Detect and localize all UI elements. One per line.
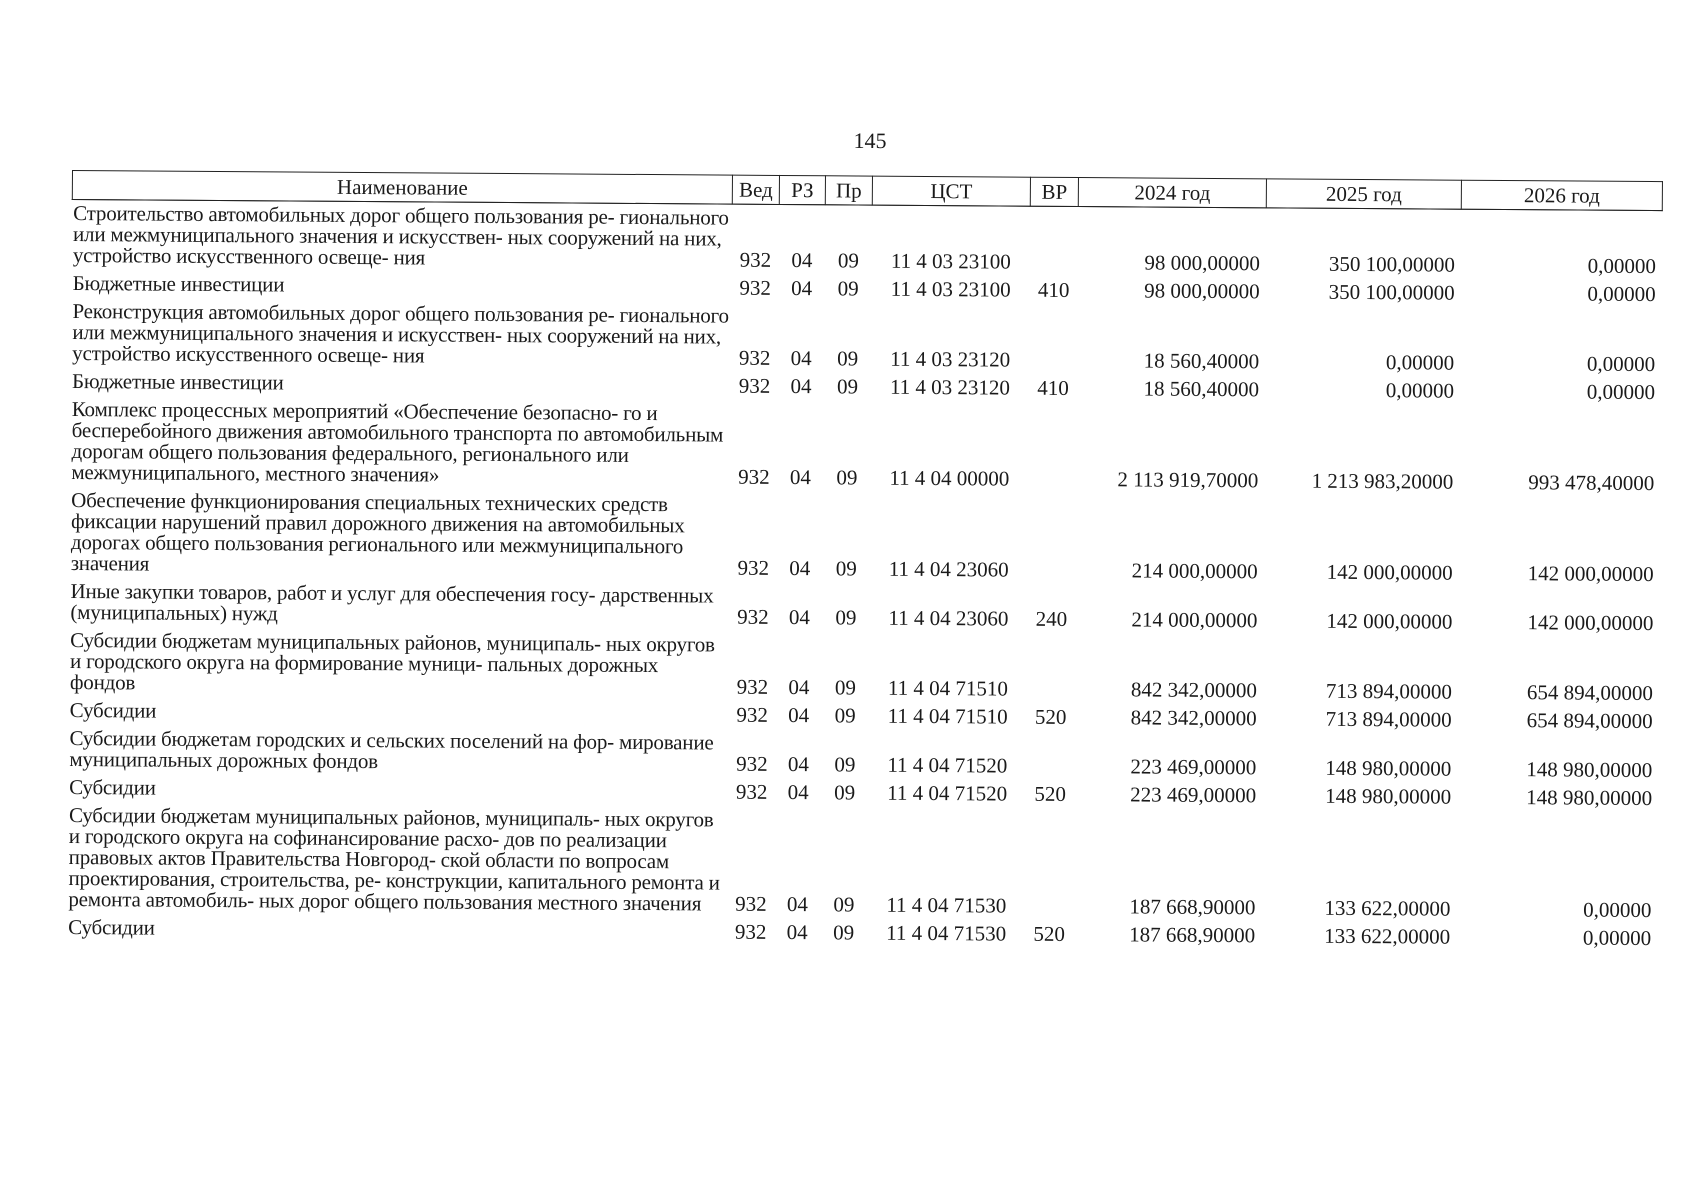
cell-ved: 932: [739, 247, 772, 272]
cell-cst: 11 4 04 71530: [886, 892, 1007, 918]
cell-pr: 09: [834, 675, 856, 700]
cell-name: Реконструкция автомобильных дорог общего пользования ре- гионального или межмуниципального значения и искусствен- ных сооружений на них, устройство искусственного освеще- ния: [72, 299, 729, 368]
cell-vr: [1030, 206, 1078, 277]
cell-2024: 98 000,00000: [1144, 250, 1260, 276]
cell-2026: 142 000,00000: [1527, 610, 1654, 636]
cell-name: Бюджетные инвестиции: [72, 271, 285, 297]
cell-2025: 350 100,00000: [1328, 279, 1455, 305]
cell-vr: [1026, 732, 1074, 781]
cell-2024: 223 469,00000: [1130, 782, 1257, 808]
cell-cst: 11 4 04 71520: [887, 780, 1008, 806]
cell-rz: 04: [788, 675, 810, 700]
header-name: Наименование: [72, 171, 732, 205]
cell-vr: [1028, 494, 1077, 585]
cell-ved: 932: [734, 919, 767, 944]
header-ved: Вед: [732, 175, 779, 204]
table-row: [67, 802, 1658, 925]
cell-rz: 04: [787, 752, 809, 777]
cell-2026: 142 000,00000: [1527, 561, 1654, 587]
cell-cst: 11 4 04 71510: [887, 703, 1008, 729]
cell-2024: 187 668,90000: [1129, 922, 1256, 948]
cell-name: Субсидии бюджетам городских и сельских поселений на фор- мирование муниципальных дорожных фондов: [69, 725, 714, 774]
cell-2026: 993 478,40000: [1528, 470, 1655, 496]
cell-name: Иные закупки товаров, работ и услуг для обеспечения госу- дарственных (муниципальных) нужд: [70, 579, 714, 626]
cell-ved: 932: [737, 604, 769, 629]
cell-2025: 133 622,00000: [1324, 895, 1451, 921]
cell-rz: 04: [790, 374, 812, 399]
cell-2025: 148 980,00000: [1325, 783, 1452, 809]
cell-pr: 09: [834, 703, 856, 728]
cell-cst: 11 4 03 23100: [890, 276, 1011, 302]
cell-2024: 842 342,00000: [1130, 705, 1257, 731]
header-rz: РЗ: [779, 175, 825, 204]
cell-name: Комплекс процессных мероприятий «Обеспечение безопасно- го и бесперебойного движения автомобильного транспорта по автомобильным дорогам общего пользования федерального, регионального или межмуниципального, местного значения»: [71, 397, 724, 487]
cell-2026: 0,00000: [1586, 379, 1656, 405]
cell-2026: 0,00000: [1583, 897, 1652, 923]
cell-2024: 842 342,00000: [1130, 677, 1257, 703]
cell-ved: 932: [738, 464, 770, 489]
cell-vr: 520: [1034, 704, 1067, 729]
cell-name: Субсидии: [68, 914, 155, 940]
header-2025: 2025 год: [1266, 179, 1461, 209]
cell-name: Субсидии: [69, 697, 157, 723]
cell-pr: 09: [835, 605, 857, 630]
cell-pr: 09: [837, 248, 859, 273]
cell-cst: 11 4 04 71520: [887, 752, 1008, 778]
cell-2025: 350 100,00000: [1328, 251, 1455, 277]
cell-2025: 148 980,00000: [1325, 755, 1452, 781]
cell-vr: 520: [1034, 781, 1067, 806]
cell-2025: 0,00000: [1385, 350, 1455, 375]
cell-cst: 11 4 04 00000: [889, 465, 1010, 491]
cell-2025: 133 622,00000: [1324, 923, 1451, 949]
cell-2025: 142 000,00000: [1326, 608, 1453, 634]
cell-cst: 11 4 04 71530: [886, 920, 1007, 946]
cell-2026: 148 980,00000: [1526, 785, 1653, 811]
cell-2026: 654 894,00000: [1526, 680, 1653, 706]
cell-vr: [1028, 403, 1077, 494]
cell-rz: 04: [789, 556, 811, 581]
cell-ved: 932: [739, 275, 772, 300]
cell-ved: 932: [736, 702, 769, 727]
cell-vr: 240: [1035, 606, 1068, 631]
cell-name: Обеспечение функционирования специальных технических средств фиксации нарушений правил дорожного движения на автомобильных дорогах общего пользования регионального или межмуниципального значения: [70, 488, 685, 576]
cell-2025: 142 000,00000: [1326, 559, 1453, 585]
cell-2025: 1 213 983,20000: [1311, 468, 1454, 494]
cell-ved: 932: [736, 751, 768, 776]
cell-cst: 11 4 04 71510: [887, 675, 1008, 701]
cell-cst: 11 4 03 23100: [890, 248, 1011, 274]
page-number: 145: [853, 127, 887, 154]
cell-cst: 11 4 04 23060: [888, 556, 1009, 582]
cell-name: Строительство автомобильных дорог общего пользования ре- гионального или межмуниципального значения и искусствен- ных сооружений на них, устройство искусственного освеще- ния: [72, 201, 729, 270]
cell-vr: 410: [1037, 375, 1069, 400]
header-2024: 2024 год: [1078, 178, 1266, 208]
cell-name: Субсидии: [69, 774, 156, 800]
header-2026: 2026 год: [1461, 180, 1662, 210]
cell-vr: 410: [1037, 277, 1070, 302]
cell-2024: 214 000,00000: [1131, 607, 1258, 633]
cell-rz: 04: [786, 892, 808, 917]
cell-cst: 11 4 03 23120: [889, 374, 1011, 400]
cell-2025: 0,00000: [1385, 378, 1455, 403]
cell-2026: 654 894,00000: [1526, 708, 1653, 734]
cell-pr: 09: [833, 920, 855, 945]
cell-pr: 09: [834, 780, 856, 805]
cell-pr: 09: [836, 465, 858, 490]
cell-ved: 932: [738, 345, 771, 370]
cell-rz: 04: [786, 920, 808, 945]
cell-pr: 09: [833, 892, 855, 917]
cell-pr: 09: [834, 752, 856, 777]
cell-2026: 0,00000: [1582, 925, 1652, 951]
header-pr: Пр: [825, 176, 872, 205]
cell-2024: 187 668,90000: [1129, 894, 1256, 920]
cell-pr: 09: [837, 276, 859, 301]
cell-name: Бюджетные инвестиции: [71, 369, 284, 395]
cell-pr: 09: [835, 556, 857, 581]
cell-name: Субсидии бюджетам муниципальных районов, муниципаль- ных округов и городского округа на софинансирование расхо- дов по реализации правовых актов Правительства Новгород- ской области по вопросам проектирования, строительства, ре- конструкции, капитального ремонта и ремонта автомобиль- ных дорог общего пользования местного значения: [68, 802, 720, 916]
cell-vr: [1029, 305, 1077, 375]
table-row: [72, 200, 1662, 282]
cell-2026: 0,00000: [1586, 351, 1656, 377]
budget-table: [67, 170, 1663, 953]
cell-2024: 18 560,40000: [1143, 348, 1260, 374]
cell-rz: 04: [791, 248, 813, 273]
table-row: [69, 627, 1659, 708]
cell-rz: 04: [787, 780, 809, 805]
cell-rz: 04: [789, 465, 811, 490]
budget-table-container: [67, 170, 1662, 953]
cell-2024: 98 000,00000: [1144, 278, 1260, 304]
cell-cst: 11 4 03 23120: [890, 346, 1011, 372]
header-vr: ВР: [1030, 177, 1078, 206]
cell-vr: [1025, 809, 1074, 921]
table-row: [70, 487, 1661, 589]
header-cst: ЦСТ: [872, 176, 1030, 206]
cell-2024: 223 469,00000: [1130, 754, 1257, 780]
cell-ved: 932: [737, 555, 770, 580]
table-body: [67, 200, 1662, 954]
cell-2025: 713 894,00000: [1325, 678, 1452, 704]
cell-ved: 932: [736, 674, 769, 699]
cell-2026: 148 980,00000: [1526, 757, 1653, 783]
cell-2026: 0,00000: [1587, 253, 1656, 279]
cell-2026: 0,00000: [1587, 281, 1656, 307]
cell-rz: 04: [790, 346, 812, 371]
cell-vr: [1027, 634, 1075, 704]
cell-2024: 214 000,00000: [1131, 558, 1258, 584]
cell-2024: 18 560,40000: [1143, 376, 1260, 402]
cell-rz: 04: [788, 703, 810, 728]
cell-cst: 11 4 04 23060: [888, 605, 1009, 631]
cell-ved: 932: [735, 891, 767, 916]
cell-rz: 04: [788, 605, 810, 630]
cell-pr: 09: [837, 346, 859, 371]
table-row: [70, 396, 1661, 498]
cell-pr: 09: [836, 374, 859, 399]
cell-rz: 04: [791, 276, 813, 301]
cell-name: Субсидии бюджетам муниципальных районов, муниципаль- ных округов и городского округа на формирование муници- пальных дорожных фондов: [69, 627, 715, 695]
cell-ved: 932: [738, 373, 771, 398]
cell-2025: 713 894,00000: [1325, 706, 1452, 732]
cell-2024: 2 113 919,70000: [1117, 467, 1259, 493]
cell-vr: 520: [1033, 921, 1066, 946]
table-row: [71, 298, 1661, 379]
cell-ved: 932: [735, 779, 768, 804]
